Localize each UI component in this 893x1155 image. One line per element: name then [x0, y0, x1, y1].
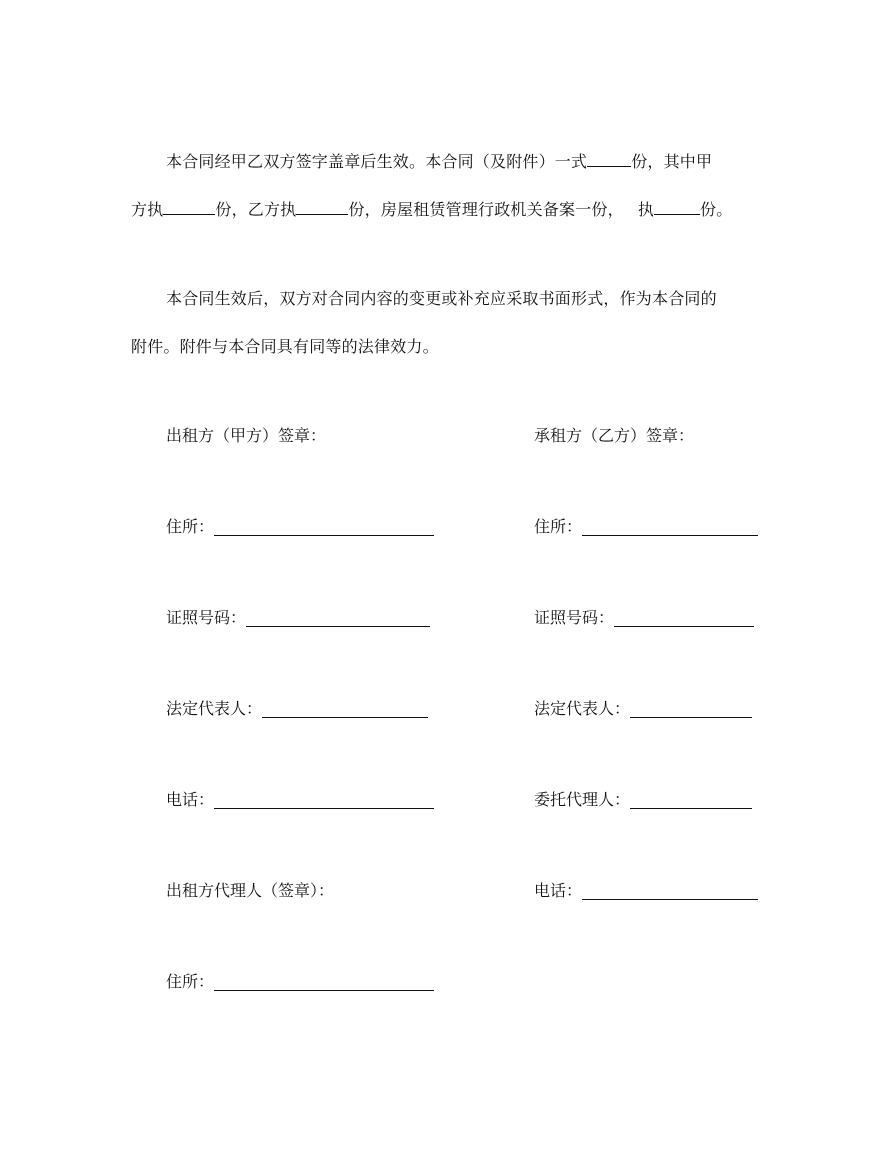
- lessee-license-line[interactable]: [614, 611, 754, 627]
- lessor-license-field: [166, 607, 430, 629]
- copies-total-blank[interactable]: [587, 151, 631, 167]
- amendment-clause-line-2: [131, 336, 439, 358]
- lessor-agent-address-field: [166, 971, 434, 993]
- copies-clause-line-2: [131, 199, 732, 221]
- lessee-address-label: 住所：: [534, 517, 583, 536]
- amendment-text-2: 附件。附件与本合同具有同等的法律效力。: [131, 337, 439, 356]
- copies-other-blank[interactable]: [654, 199, 700, 215]
- copies-text-2e: 份。: [700, 200, 733, 219]
- lessor-agent-address-line[interactable]: [214, 975, 434, 991]
- lessor-agent-address-label: 住所：: [166, 972, 215, 991]
- lessee-entrusted-agent-line[interactable]: [630, 793, 752, 809]
- copies-text-1b: 份，其中甲: [631, 152, 713, 171]
- lessor-agent-label: 出租方代理人（签章）：: [166, 881, 335, 900]
- lessor-heading-label: 出租方（甲方）签章：: [166, 426, 327, 445]
- lessor-phone-line[interactable]: [214, 793, 434, 809]
- lessee-phone-label: 电话：: [534, 881, 583, 900]
- lessee-legal-rep-label: 法定代表人：: [534, 699, 631, 718]
- copies-lessee-blank[interactable]: [296, 199, 348, 215]
- copies-text-2b: 份，乙方执: [215, 200, 297, 219]
- lessee-phone-field: [534, 880, 758, 902]
- lessee-legal-rep-line[interactable]: [630, 702, 752, 718]
- lessee-entrusted-agent-label: 委托代理人：: [534, 790, 631, 809]
- lessee-heading-label: 承租方（乙方）签章：: [534, 426, 695, 445]
- lessor-legal-rep-label: 法定代表人：: [166, 699, 263, 718]
- lessor-phone-field: [166, 789, 434, 811]
- lessee-address-line[interactable]: [582, 520, 758, 536]
- amendment-clause-line-1: [166, 288, 717, 310]
- amendment-text-1: 本合同生效后，双方对合同内容的变更或补充应采取书面形式，作为本合同的: [166, 289, 717, 308]
- lessee-address-field: [534, 516, 758, 538]
- copies-text-1a: 本合同经甲乙双方签字盖章后生效。本合同（及附件）一式: [166, 152, 588, 171]
- lessor-heading: [166, 425, 326, 447]
- lessor-legal-rep-field: [166, 698, 428, 720]
- copies-lessor-blank[interactable]: [163, 199, 215, 215]
- lessor-agent-field: [166, 880, 334, 902]
- lessor-legal-rep-line[interactable]: [262, 702, 428, 718]
- copies-text-2c: 份，房屋租赁管理行政机关备案一份，: [348, 200, 624, 219]
- copies-text-2a: 方执: [131, 200, 164, 219]
- lessor-license-label: 证照号码：: [166, 608, 247, 627]
- lessee-phone-line[interactable]: [582, 884, 758, 900]
- lessee-license-field: [534, 607, 754, 629]
- lessee-entrusted-agent-field: [534, 789, 752, 811]
- lessor-phone-label: 电话：: [166, 790, 215, 809]
- copies-clause-line-1: [166, 151, 712, 173]
- copies-text-2d: 执: [637, 200, 655, 219]
- lessor-address-field: [166, 516, 434, 538]
- lessor-license-line[interactable]: [246, 611, 430, 627]
- lessee-legal-rep-field: [534, 698, 752, 720]
- lessee-heading: [534, 425, 694, 447]
- lessor-address-label: 住所：: [166, 517, 215, 536]
- lessee-license-label: 证照号码：: [534, 608, 615, 627]
- lessor-address-line[interactable]: [214, 520, 434, 536]
